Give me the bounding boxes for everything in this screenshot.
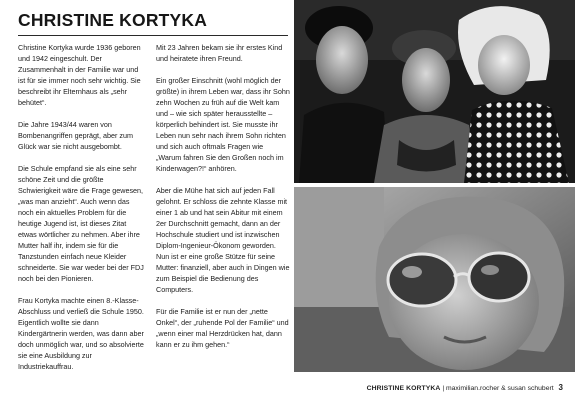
paragraph: Die Schule empfand sie als eine sehr schöne Zeit und die größte Schwierigkeit wäre die Frage gewesen, „was man anzieht“. Auch wenn das noch ein aktuelles Problem für die heutige Jugend ist, ist dieses Zitat etwas wörtlicher zu nehmen. Aber ihre Mutter half ihr, indem sie für die Tanzstunden einfach neue Kleider schneiderte. Sie war weder bei der FDJ noch bei den Pionieren. [18,164,144,283]
footer-subject-name: CHRISTINE KORTYKA [366,385,441,392]
paragraph: Ein großer Einschnitt (wohl möglich der größte) in ihrem Leben war, dass ihr Sohn zehn Wochen zu früh auf die Welt kam und – wie sich später herausstellte – körperlich behindert ist. Sie musste ihr Leben nun sehr nach ihrem Sohn richten und sich auch oftmals Fragen wie „Warum fahren Sie den Großen noch im Kinderwagen?!“ anhören. [156,76,290,173]
text-column-right [156,42,290,361]
footer-separator: | [442,385,446,392]
paragraph: Mit 23 Jahren bekam sie ihr erstes Kind und heiratete ihren Freund. [156,43,283,63]
title-divider [18,35,288,36]
portrait-photo [294,187,575,372]
paragraph: Die Jahre 1943/44 waren von Bombenangriffen geprägt, aber zum Glück war sie nicht ausgebombt. [18,120,133,151]
group-photo [294,0,575,183]
paragraph: Frau Kortyka machte einen 8.-Klasse-Abschluss und verließ die Schule 1950. Eigentlich wollte sie dann Kindergärtnerin werden, was dann aber doch unmöglich war, und so absolvierte sie eine Ausbildung zur Industriekauffrau. [18,296,144,371]
paragraph: Christine Kortyka wurde 1936 geboren und 1942 eingeschult. Der Zusammenhalt in der Familie war und ist für sie immer noch sehr wichtig. Sie beschreibt ihr Elternhaus als „sehr behütet“. [18,43,141,107]
page-number: 3 [558,383,563,392]
article-title: CHRISTINE KORTYKA [18,10,208,30]
paragraph: Aber die Mühe hat sich auf jeden Fall gelohnt. Er schloss die zehnte Klasse mit einer 1 ab und hat sein Abitur mit einem 2er Durchschnitt gemacht, dann an der Hochschule studiert und ist inzwischen Diplom-Ingenieur-Ökonom geworden. Nun ist er eine große Stütze für seine Mutter: finanziell, aber auch in Dingen wie zum Beispiel die Bedienung des Computers. [156,186,290,294]
paragraph: Für die Familie ist er nun der „nette Onkel“, der „ruhende Pol der Familie“ und „wenn einer mal Herzdrücken hat, dann kann er zu ihm gehen.“ [156,307,289,349]
text-column-left [18,42,146,383]
page-footer [367,383,563,392]
footer-authors: maximilian.rocher & susan schubert [445,385,554,392]
